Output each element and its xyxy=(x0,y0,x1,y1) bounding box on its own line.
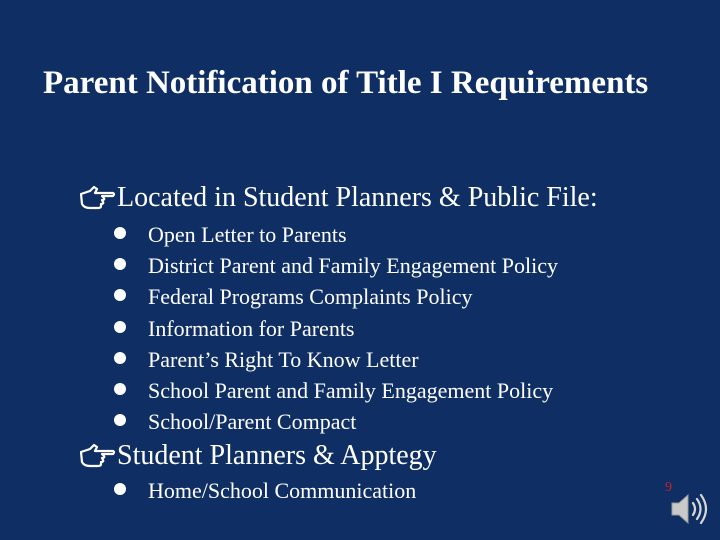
list-item-text: Information for Parents xyxy=(148,315,355,341)
bullet-icon xyxy=(114,414,126,426)
bullet-icon xyxy=(114,289,126,301)
page-number: 9 xyxy=(665,480,672,495)
section-heading xyxy=(80,180,710,216)
bullet-icon xyxy=(114,352,126,364)
section-planners-apptegy xyxy=(80,438,710,503)
list-item-text: School Parent and Family Engagement Policy xyxy=(148,377,554,403)
hand-pointing-icon xyxy=(80,440,116,470)
list-item-text: Federal Programs Complaints Policy xyxy=(148,284,473,310)
bullet-icon xyxy=(114,321,126,333)
section-heading xyxy=(80,438,710,474)
list-item-text: Open Letter to Parents xyxy=(148,222,347,247)
bullet-icon xyxy=(114,227,126,239)
list-item-text: School/Parent Compact xyxy=(148,409,357,435)
bullet-icon xyxy=(114,258,126,270)
section-heading-text: Located in Student Planners & Public File: xyxy=(117,182,598,213)
list-item-text: Parent’s Right To Know Letter xyxy=(148,346,419,372)
section-heading-text: Student Planners & Apptegy xyxy=(117,440,437,471)
speaker-icon[interactable] xyxy=(668,490,712,528)
section-located-in-planners xyxy=(80,180,710,435)
hand-pointing-icon xyxy=(80,182,116,212)
list-item-text: District Parent and Family Engagement Policy xyxy=(148,253,558,279)
bullet-icon xyxy=(114,383,126,395)
slide-title: Parent Notification of Title I Requirements xyxy=(43,65,649,101)
bullet-icon xyxy=(114,483,126,495)
list-item-text: Home/School Communication xyxy=(148,478,417,503)
